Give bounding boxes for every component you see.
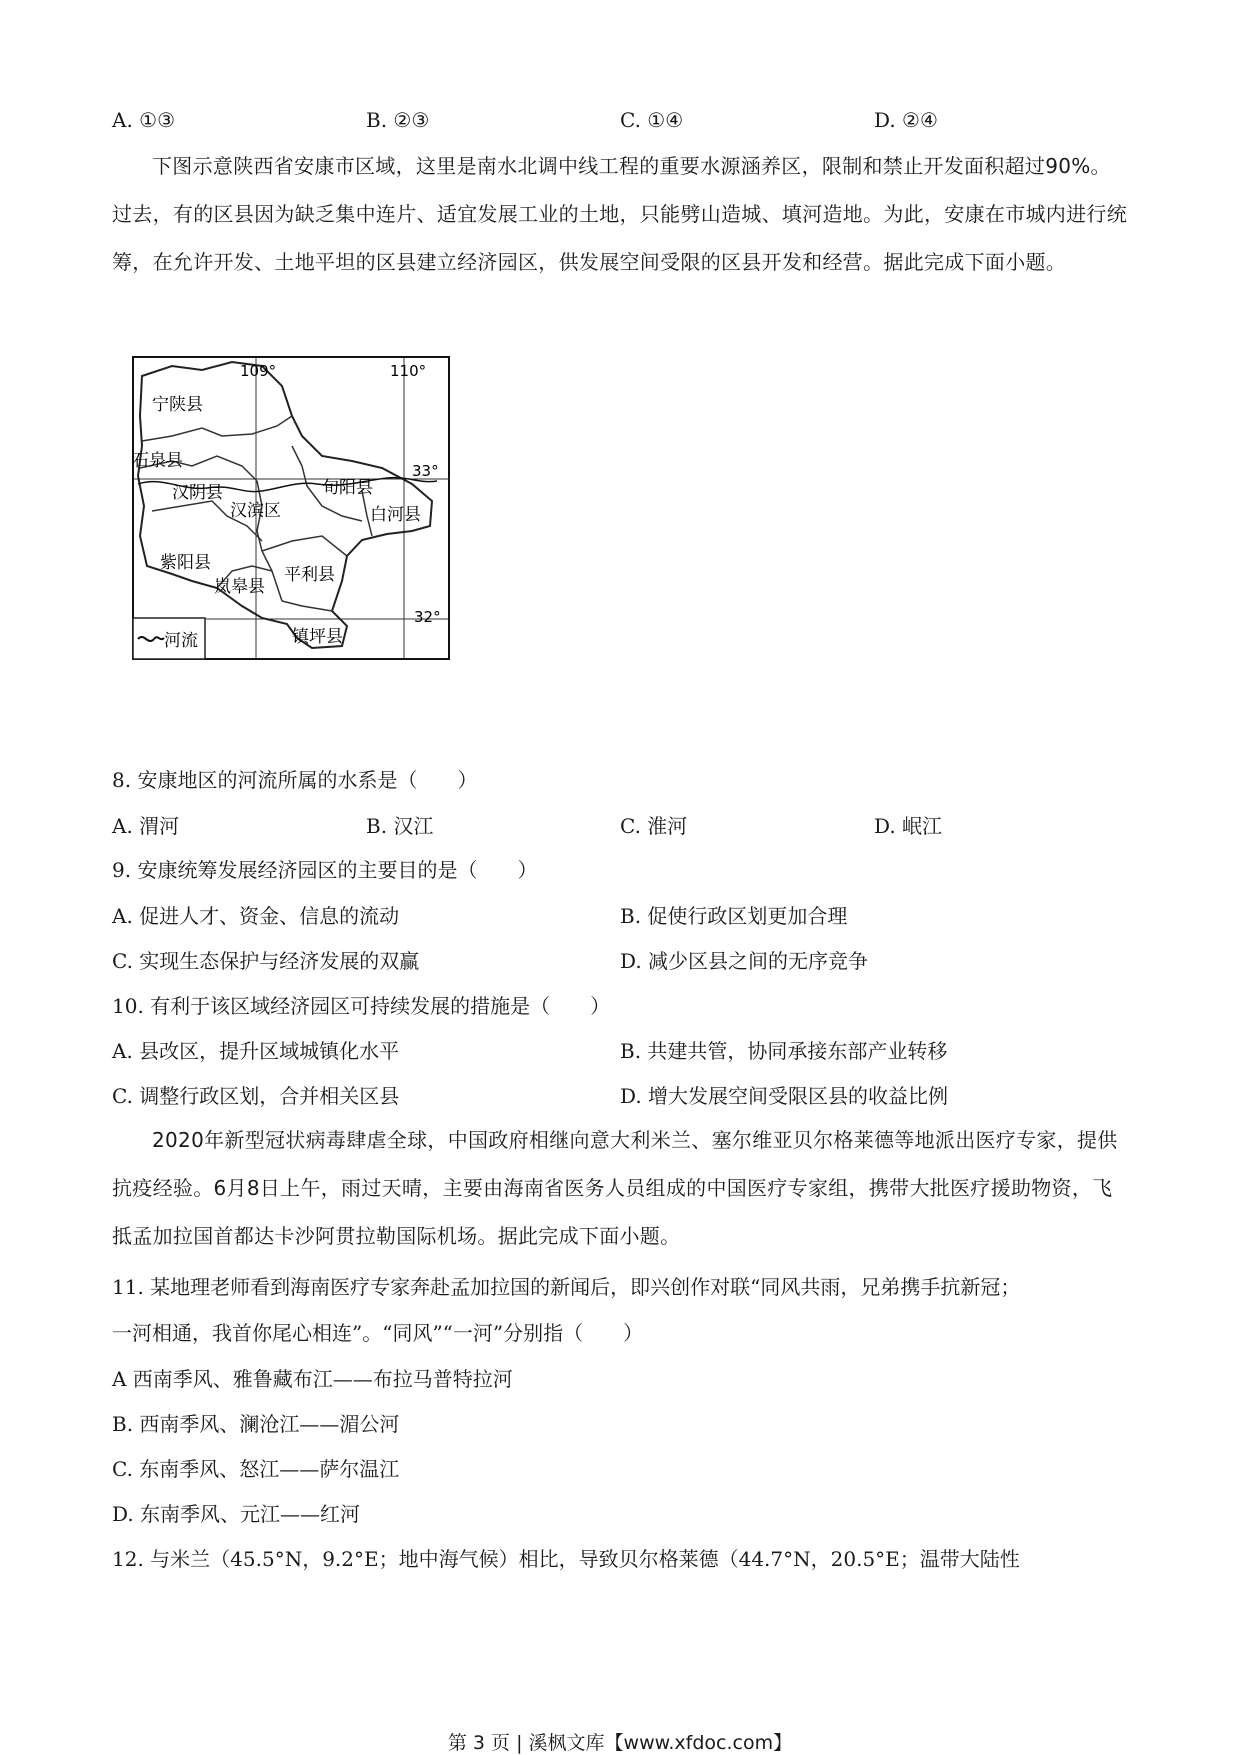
county-label-baihe: 白河县	[370, 505, 421, 525]
passage-ankang	[112, 142, 1128, 286]
county-label-hanbin: 汉滨区	[230, 501, 281, 521]
q9-option-a: A. 促进人才、资金、信息的流动	[112, 904, 400, 928]
county-label-xunyang: 旬阳县	[322, 478, 373, 498]
q10-option-d: D. 增大发展空间受限区县的收益比例	[620, 1084, 949, 1108]
q11-option-a: A 西南季风、雅鲁藏布江——布拉马普特拉河	[112, 1367, 513, 1391]
q11-option-b: B. 西南季风、澜沧江——湄公河	[112, 1412, 400, 1436]
q7-option-d: D. ②④	[874, 108, 938, 132]
passage-ankang-text: 下图示意陕西省安康市区域，这里是南水北调中线工程的重要水源涵养区，限制和禁止开发面积超过90%。过去，有的区县因为缺乏集中连片、适宜发展工业的土地，只能劈山造城、填河造地。为此，安康在市城内进行统筹，在允许开发、土地平坦的区县建立经济园区，供发展空间受限的区县开发和经营。据此完成下面小题。	[112, 154, 1127, 274]
page-footer: 第 3 页 | 溪枫文库【www.xfdoc.com】	[447, 1732, 793, 1754]
county-label-zhenping: 镇坪县	[292, 627, 343, 647]
q8-option-b: B. 汉江	[366, 814, 434, 838]
passage-covid	[112, 1116, 1128, 1260]
q11-option-d: D. 东南季风、元江——红河	[112, 1502, 361, 1526]
county-label-shiquan: 石泉县	[132, 451, 183, 471]
q8-option-d: D. 岷江	[874, 814, 943, 838]
passage-covid-text: 2020年新型冠状病毒肆虐全球，中国政府相继向意大利米兰、塞尔维亚贝尔格莱德等地派出医疗专家，提供抗疫经验。6月8日上午，雨过天晴，主要由海南省医务人员组成的中国医疗专家组，携带大批医疗援助物资，飞抵孟加拉国首都达卡沙阿贯拉勒国际机场。据此完成下面小题。	[112, 1128, 1118, 1248]
q9-option-d: D. 减少区县之间的无序竞争	[620, 949, 869, 973]
q8-stem: 8. 安康地区的河流所属的水系是（ ）	[112, 768, 478, 792]
q9-option-b: B. 促使行政区划更加合理	[620, 904, 848, 928]
lon-label-109: 109°	[240, 362, 277, 380]
q7-option-c: C. ①④	[620, 108, 684, 132]
county-label-langao: 岚皋县	[214, 577, 265, 597]
q10-option-b: B. 共建共管，协同承接东部产业转移	[620, 1039, 948, 1063]
q7-option-b: B. ②③	[366, 108, 430, 132]
q12-stem: 12. 与米兰（45.5°N，9.2°E；地中海气候）相比，导致贝尔格莱德（44.7°N，20.5°E；温带大陆性	[112, 1547, 1020, 1571]
lon-label-110: 110°	[390, 362, 427, 380]
ankang-map	[132, 356, 450, 660]
county-label-hanyin: 汉阴县	[172, 483, 223, 503]
lat-label-32: 32°	[414, 608, 441, 626]
q10-option-a: A. 县改区，提升区域城镇化水平	[112, 1039, 400, 1063]
county-label-pingli: 平利县	[284, 565, 335, 585]
q8-option-c: C. 淮河	[620, 814, 688, 838]
q11-option-c: C. 东南季风、怒江——萨尔温江	[112, 1457, 400, 1481]
lat-label-33: 33°	[412, 462, 439, 480]
q11-stem-line1: 11. 某地理老师看到海南医疗专家奔赴孟加拉国的新闻后，即兴创作对联“同风共雨，兄弟携手抗新冠；	[112, 1275, 1021, 1299]
legend-river-label: 河流	[164, 631, 198, 651]
q7-option-a: A. ①③	[112, 108, 176, 132]
county-label-ziyang: 紫阳县	[160, 553, 211, 573]
q8-option-a: A. 渭河	[112, 814, 180, 838]
q10-option-c: C. 调整行政区划，合并相关区县	[112, 1084, 400, 1108]
q9-option-c: C. 实现生态保护与经济发展的双赢	[112, 949, 420, 973]
q9-stem: 9. 安康统筹发展经济园区的主要目的是（ ）	[112, 858, 538, 882]
county-label-ningshaan: 宁陕县	[152, 395, 203, 415]
q10-stem: 10. 有利于该区域经济园区可持续发展的措施是（ ）	[112, 994, 611, 1018]
q11-stem-line2: 一河相通，我首你尾心相连”。“同风”“一河”分别指（ ）	[112, 1321, 644, 1345]
